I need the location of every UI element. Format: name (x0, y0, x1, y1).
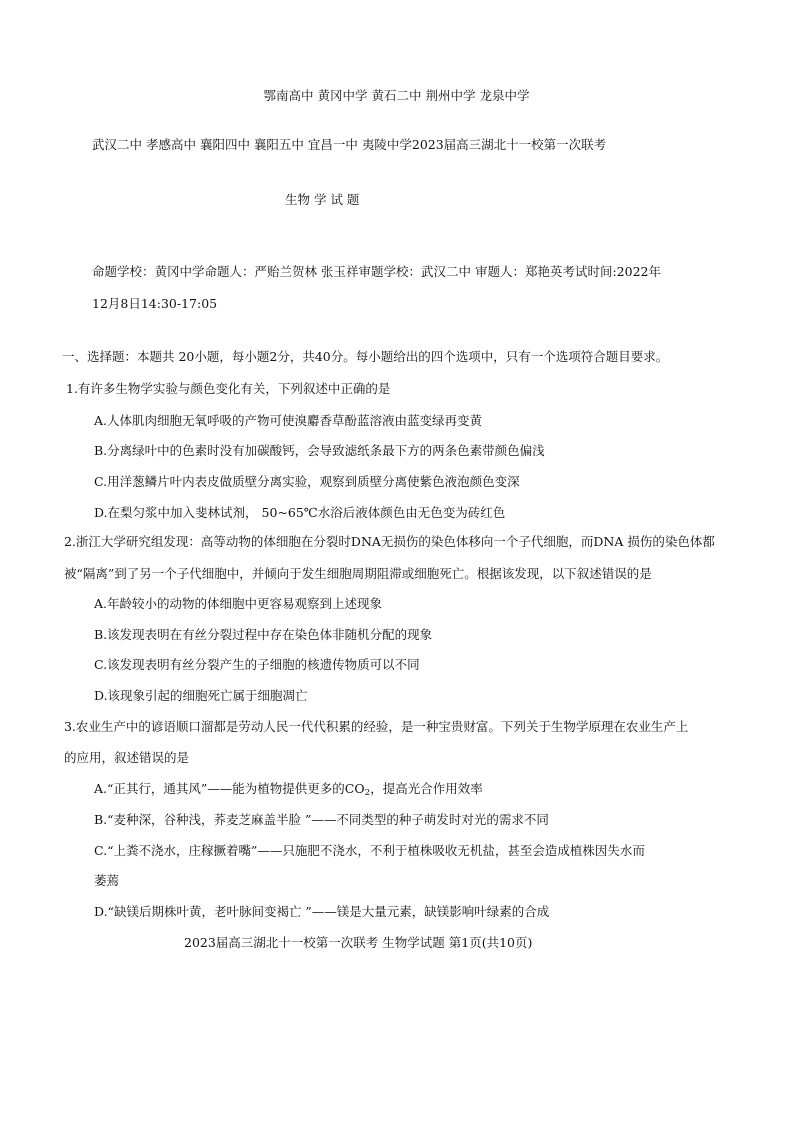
question-3-option-a-subscript: 2 (364, 788, 371, 799)
question-3-option-a (94, 781, 483, 799)
question-1-option-c: C.用洋葱鳞片叶内表皮做质壁分离实验，观察到质壁分离使紫色液泡颜色变深 (94, 474, 520, 489)
question-3-option-a-suffix: ，提高光合作用效率 (370, 781, 483, 796)
schools-line-1: 鄂南高中 黄冈中学 黄石二中 荆州中学 龙泉中学 (263, 88, 530, 103)
exam-meta-line-1: 命题学校：黄冈中学命题人：严贻兰贺林 张玉祥审题学校：武汉二中 审题人：郑艳英考试时间:2022年 (92, 264, 661, 279)
question-3-stem-line-1: 3.农业生产中的谚语顺口溜都是劳动人民一代代积累的经验，是一种宝贵财富。下列关于生物学原理在农业生产上 (64, 719, 689, 734)
question-3-option-c-line-2: 萎蔫 (94, 873, 120, 888)
section-heading: 一、选择题：本题共 20小题，每小题2分，共40分。每小题给出的四个选项中，只有一个选项符合题目要求。 (62, 349, 669, 364)
page-footer: 2023届高三湖北十一校第一次联考 生物学试题 第1页(共10页) (184, 935, 533, 950)
question-1-option-d: D.在梨匀浆中加入斐林试剂， 50~65℃水浴后液体颜色由无色变为砖红色 (94, 505, 506, 520)
question-1-option-a: A.人体肌肉细胞无氧呼吸的产物可使溴麝香草酚蓝溶液由蓝变绿再变黄 (94, 413, 483, 428)
question-3-stem-line-2: 的应用，叙述错误的是 (64, 750, 190, 765)
question-1-stem: 1.有许多生物学实验与颜色变化有关，下列叙述中正确的是 (66, 381, 391, 396)
question-2-option-c: C.该发现表明有丝分裂产生的子细胞的核遗传物质可以不同 (94, 657, 420, 672)
question-3-option-c-line-1: C.“上粪不浇水，庄稼撅着嘴”——只施肥不浇水，不利于植株吸收无机盐，甚至会造成植株因失水而 (94, 843, 645, 858)
question-2-stem-line-1: 2.浙江大学研究组发现：高等动物的体细胞在分裂时DNA无损伤的染色体移向一个子代细胞，而DNA 损伤的染色体都 (64, 534, 715, 549)
question-2-option-b: B.该发现表明在有丝分裂过程中存在染色体非随机分配的现象 (94, 627, 433, 642)
subject-title: 生物 学 试 题 (285, 192, 360, 207)
question-3-option-a-text: A.“正其行，通其风”——能为植物提供更多的CO (94, 781, 365, 796)
question-3-option-d: D.“缺镁后期株叶黄，老叶脉间变褐亡 ”——镁是大量元素，缺镁影响叶绿素的合成 (94, 904, 550, 919)
question-3-option-b: B.“麦种深，谷种浅，荞麦芝麻盖半脸 ”——不同类型的种子萌发时对光的需求不同 (94, 812, 549, 827)
question-1-option-b: B.分离绿叶中的色素时没有加碳酸钙，会导致滤纸条最下方的两条色素带颜色偏浅 (94, 443, 545, 458)
schools-line-2: 武汉二中 孝感高中 襄阳四中 襄阳五中 宜昌一中 夷陵中学2023届高三湖北十一校第一次联考 (92, 137, 607, 152)
exam-meta-line-2: 12月8日14:30-17:05 (92, 296, 218, 311)
question-2-option-a: A.年龄较小的动物的体细胞中更容易观察到上述现象 (94, 596, 383, 611)
question-2-stem-line-2: 被“隔离”到了另一个子代细胞中，并倾向于发生细胞周期阻滞或细胞死亡。根据该发现，以下叙述错误的是 (64, 566, 652, 581)
question-2-option-d: D.该现象引起的细胞死亡属于细胞凋亡 (94, 688, 308, 703)
